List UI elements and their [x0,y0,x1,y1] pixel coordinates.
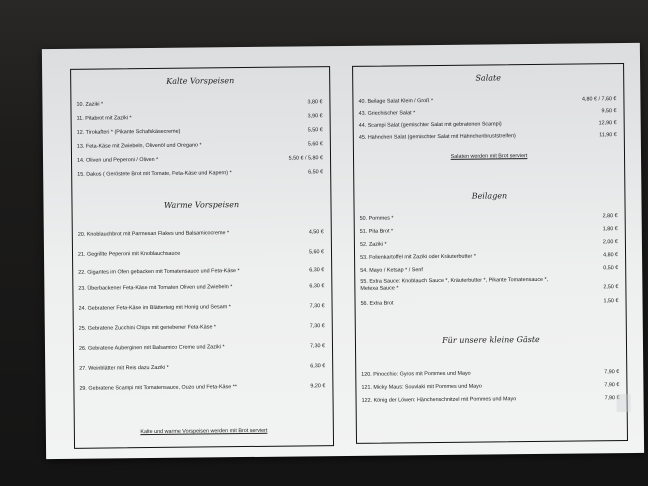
item-name: 13. Feta-Käse mit Zwiebeln, Olivenöl und Oregano * [76,142,202,150]
menu-item [79,361,327,374]
menu-item [360,237,620,250]
item-price: 7,30 € [309,343,326,350]
item-name: 51. Pita Brot * [359,228,394,235]
left-menu-panel [70,66,334,449]
menu-item [360,263,620,276]
item-price: 6,30 € [309,267,325,274]
menu-item [78,265,326,278]
menu-item [362,393,622,406]
item-price: 9,50 € [601,108,617,115]
section-title-beilagen: Beilagen [471,191,508,201]
menu-item [360,211,620,224]
item-name: 44. Scampi Salat (gemischter Salat mit gebratenen Scampi) [358,121,502,129]
menu-item [79,321,327,334]
menu-item [79,301,327,314]
tape-mark [617,394,631,412]
item-name-cont: Metexa Sauce * [360,285,399,292]
item-name: 29. Gebratene Scampi mit Tomatensauce, Ouzo und Feta-Käse ** [79,384,237,392]
section-title-kinder: Für unsere kleine Gäste [442,334,540,345]
item-name: 53. Folienkartoffel mit Zaziki oder Kräuterbutter * [360,253,476,261]
vorspeisen-bread-note: Kalte und warme Vorspeisen werden mit Brot serviert [140,427,268,436]
item-price: 5,60 € [308,249,325,256]
menu-item [76,97,324,110]
item-name: 10. Zaziki * [76,101,104,108]
item-name: 40. Beilage Salat Klein / Groß * [358,98,434,105]
menu-item [78,281,326,294]
item-price: 1,80 € [602,226,618,233]
menu-item [361,380,621,393]
menu-item [77,167,325,180]
item-price: 6,30 € [310,363,326,370]
item-price: 4,80 € [603,252,619,259]
menu-item [77,125,325,138]
item-name: 56. Extra Brot [360,300,394,307]
item-name: 21. Gegrillte Peperoni mit Knoblauchsauce [77,250,181,258]
menu-item [79,381,327,394]
item-name: 120. Pinocchio: Gyros mit Pommes und Mayo [361,370,471,378]
item-name: 50. Pommes * [359,215,394,222]
item-name: 122. König der Löwen: Hänchenschnitzel mit Pommes und Mayo [361,396,517,404]
item-name: 27. Weinblätter mit Reis dazu Zaziki * [79,364,169,372]
menu-item [359,118,619,131]
menu-item [77,153,325,166]
menu-item-extra-sauce [360,276,620,295]
item-name: 12. Tirokafteri * (Pikante Schafskäsecreme) [76,128,181,136]
menu-item [77,139,325,152]
menu-item [359,106,619,119]
section-title-warme-vorspeisen: Warme Vorspeisen [163,200,240,210]
item-name: 23. Überbackener Feta-Käse mit Tomaten Oliven und Zwiebeln * [78,284,233,292]
item-price: 11,90 € [599,132,617,139]
item-name: 43. Griechischer Salat * [358,110,416,117]
item-price: 3,80 € [307,99,323,106]
right-menu-panel [352,63,628,444]
item-price: 6,30 € [309,283,325,290]
section-title-salate: Salate [475,73,502,83]
item-name: 25. Gebratene Zucchini Chips mit geriebener Feta-Käse * [78,324,217,332]
item-name: 54. Mayo / Ketsap * / Senf [360,267,423,274]
menu-item [78,227,326,240]
item-name: 24. Gebratener Feta-Käse im Blätterteig mit Honig und Sesam * [78,304,231,312]
item-name: 121. Micky Maus: Souvlaki mit Pommes und Mayo [361,383,482,391]
menu-item [360,250,620,263]
item-name: 11. Pitabrot mit Zaziki * [76,115,132,122]
menu-item [360,224,620,237]
item-price: 0,50 € [603,265,619,272]
menu-item [361,367,621,380]
item-price: 2,80 € [602,213,618,220]
item-price: 6,50 € [308,169,324,176]
item-price: 7,90 € [604,382,620,389]
item-price: 5,60 € [307,141,323,148]
menu-item [78,247,326,260]
item-price: 7,30 € [309,303,325,310]
salate-bread-note: Salaten werden mit Brot serviert [450,153,528,160]
item-price: 12,90 € [598,120,617,127]
item-price: 9,20 € [310,383,326,390]
item-name: 22. Gigantes im Ofen gebacken mit Tomatensauce und Feta-Käse * [78,268,240,276]
item-price: 7,90 € [604,395,620,402]
menu-item [361,296,621,309]
item-price: 4,50 € [308,229,324,236]
item-name: 26. Gebratene Auberginen mit Balsamico Creme und Zaziki * [78,344,225,352]
item-price: 7,30 € [309,323,325,330]
item-name: 20. Knoblauchbrot mit Parmesan Flakes und Balsamicocreme * [77,230,230,238]
item-name: 14. Oliven und Peperoni / Oliven * [77,156,159,164]
item-price: 5,50 € [307,127,323,134]
item-name: 15. Dakos ( Geröstete Brot mit Tomate, Feta-Käse und Kapern) * [77,170,232,178]
menu-sheet [42,43,644,459]
item-name: 52. Zaziki * [359,241,387,248]
section-title-kalte-vorspeisen: Kalte Vorspeisen [166,76,235,86]
item-price: 3,90 € [307,113,323,120]
menu-item [79,341,327,354]
menu-item [77,111,325,124]
item-name: 55. Extra Sauce: Knoblauch Sauce *, Kräuterbutter *, Pikante Tomatensauce *, [360,276,549,285]
item-price: 7,90 € [604,369,620,376]
item-price: 2,00 € [602,239,618,246]
item-price: 4,80 € / 7,60 € [581,96,617,103]
item-price: 2,50 € [603,284,619,291]
item-price: 1,50 € [603,298,619,305]
item-price: 5,50 € / 5,80 € [288,155,324,162]
menu-item [358,94,618,107]
menu-item [359,130,619,143]
item-name: 45. Hähnchen Salat (gemischter Salat mit Hähnchenbruststreifen) [358,133,516,141]
